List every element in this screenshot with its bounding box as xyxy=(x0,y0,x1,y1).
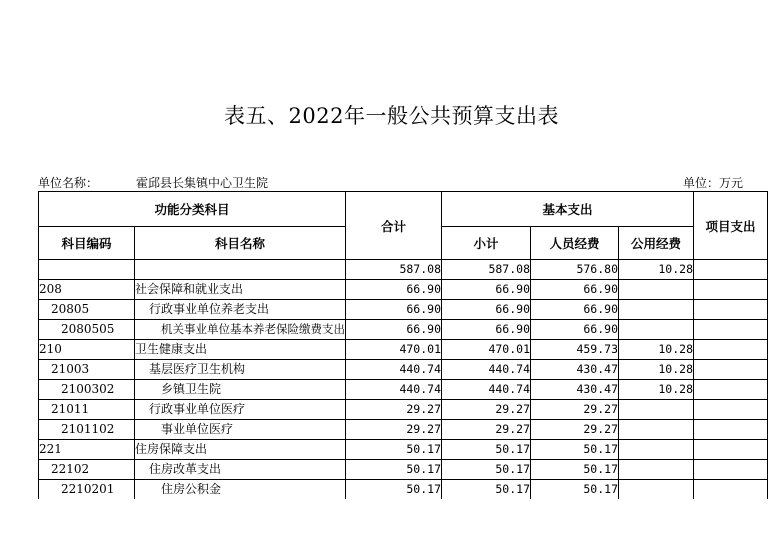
row-total: 440.74 xyxy=(346,360,442,380)
row-total: 440.74 xyxy=(346,380,442,400)
row-personnel: 50.17 xyxy=(531,480,619,500)
row-name: 基层医疗卫生机构 xyxy=(135,360,346,380)
header-public: 公用经费 xyxy=(619,227,694,260)
row-subtotal: 50.17 xyxy=(442,480,531,500)
unit-name: 霍邱县长集镇中心卫生院 xyxy=(136,176,269,190)
row-personnel: 29.27 xyxy=(531,400,619,420)
row-project xyxy=(694,400,768,420)
row-total: 66.90 xyxy=(346,300,442,320)
row-public xyxy=(619,420,694,440)
row-personnel: 459.73 xyxy=(531,340,619,360)
table-row xyxy=(39,380,768,400)
header-function-class: 功能分类科目 xyxy=(39,192,346,227)
row-subtotal: 66.90 xyxy=(442,280,531,300)
row-code: 208 xyxy=(39,280,135,300)
row-name xyxy=(135,260,346,280)
row-total: 470.01 xyxy=(346,340,442,360)
row-personnel: 66.90 xyxy=(531,320,619,340)
header-subtotal: 小计 xyxy=(442,227,531,260)
row-name: 乡镇卫生院 xyxy=(135,380,346,400)
row-project xyxy=(694,300,768,320)
row-project xyxy=(694,320,768,340)
row-personnel: 430.47 xyxy=(531,360,619,380)
row-code: 210 xyxy=(39,340,135,360)
header-personnel: 人员经费 xyxy=(531,227,619,260)
row-public: 10.28 xyxy=(619,360,694,380)
row-personnel: 50.17 xyxy=(531,460,619,480)
row-personnel: 430.47 xyxy=(531,380,619,400)
row-subtotal: 50.17 xyxy=(442,460,531,480)
row-project xyxy=(694,480,768,500)
row-subtotal: 29.27 xyxy=(442,420,531,440)
row-total: 66.90 xyxy=(346,320,442,340)
table-row xyxy=(39,360,768,380)
row-public: 10.28 xyxy=(619,380,694,400)
row-personnel: 50.17 xyxy=(531,440,619,460)
row-subtotal: 587.08 xyxy=(442,260,531,280)
table-row xyxy=(39,420,768,440)
table-row xyxy=(39,320,768,340)
row-code: 21003 xyxy=(39,360,135,380)
header-name: 科目名称 xyxy=(135,227,346,260)
row-total: 587.08 xyxy=(346,260,442,280)
row-name: 行政事业单位养老支出 xyxy=(135,300,346,320)
page-title: 表五、2022年一般公共预算支出表 xyxy=(224,104,559,128)
header-code: 科目编码 xyxy=(39,227,135,260)
row-name: 行政事业单位医疗 xyxy=(135,400,346,420)
row-public: 10.28 xyxy=(619,260,694,280)
row-total: 50.17 xyxy=(346,460,442,480)
row-name: 社会保障和就业支出 xyxy=(135,280,346,300)
unit-info xyxy=(38,174,268,191)
row-subtotal: 440.74 xyxy=(442,380,531,400)
row-name: 住房公积金 xyxy=(135,480,346,500)
row-public xyxy=(619,300,694,320)
row-public xyxy=(619,320,694,340)
row-total: 66.90 xyxy=(346,280,442,300)
currency-unit: 单位：万元 xyxy=(682,176,743,190)
row-subtotal: 470.01 xyxy=(442,340,531,360)
table-row xyxy=(39,260,768,280)
row-code xyxy=(39,260,135,280)
row-project xyxy=(694,420,768,440)
row-code: 21011 xyxy=(39,400,135,420)
row-code: 22102 xyxy=(39,460,135,480)
row-code: 2080505 xyxy=(39,320,135,340)
table-row xyxy=(39,400,768,420)
budget-table xyxy=(38,191,768,499)
row-code: 2210201 xyxy=(39,480,135,500)
row-personnel: 66.90 xyxy=(531,300,619,320)
row-project xyxy=(694,460,768,480)
row-public xyxy=(619,460,694,480)
row-code: 20805 xyxy=(39,300,135,320)
row-project xyxy=(694,280,768,300)
row-name: 卫生健康支出 xyxy=(135,340,346,360)
row-name: 住房改革支出 xyxy=(135,460,346,480)
row-code: 2100302 xyxy=(39,380,135,400)
table-row xyxy=(39,440,768,460)
table-row xyxy=(39,300,768,320)
row-project xyxy=(694,360,768,380)
unit-label: 单位名称： xyxy=(38,176,99,190)
table-row xyxy=(39,460,768,480)
row-subtotal: 66.90 xyxy=(442,320,531,340)
row-name: 事业单位医疗 xyxy=(135,420,346,440)
row-personnel: 66.90 xyxy=(531,280,619,300)
row-total: 29.27 xyxy=(346,420,442,440)
row-subtotal: 29.27 xyxy=(442,400,531,420)
row-code: 2101102 xyxy=(39,420,135,440)
row-code: 221 xyxy=(39,440,135,460)
row-name: 机关事业单位基本养老保险缴费支出 xyxy=(135,320,346,340)
table-row xyxy=(39,480,768,500)
row-public xyxy=(619,440,694,460)
row-project xyxy=(694,380,768,400)
row-project xyxy=(694,440,768,460)
row-total: 29.27 xyxy=(346,400,442,420)
row-total: 50.17 xyxy=(346,480,442,500)
row-subtotal: 440.74 xyxy=(442,360,531,380)
row-project xyxy=(694,340,768,360)
header-total: 合计 xyxy=(346,192,442,260)
row-personnel: 576.80 xyxy=(531,260,619,280)
row-subtotal: 66.90 xyxy=(442,300,531,320)
row-public xyxy=(619,480,694,500)
row-total: 50.17 xyxy=(346,440,442,460)
table-row xyxy=(39,340,768,360)
row-personnel: 29.27 xyxy=(531,420,619,440)
row-subtotal: 50.17 xyxy=(442,440,531,460)
header-project: 项目支出 xyxy=(694,192,768,260)
row-public xyxy=(619,280,694,300)
table-row xyxy=(39,280,768,300)
row-public: 10.28 xyxy=(619,340,694,360)
header-basic: 基本支出 xyxy=(442,192,694,227)
row-name: 住房保障支出 xyxy=(135,440,346,460)
row-project xyxy=(694,260,768,280)
row-public xyxy=(619,400,694,420)
